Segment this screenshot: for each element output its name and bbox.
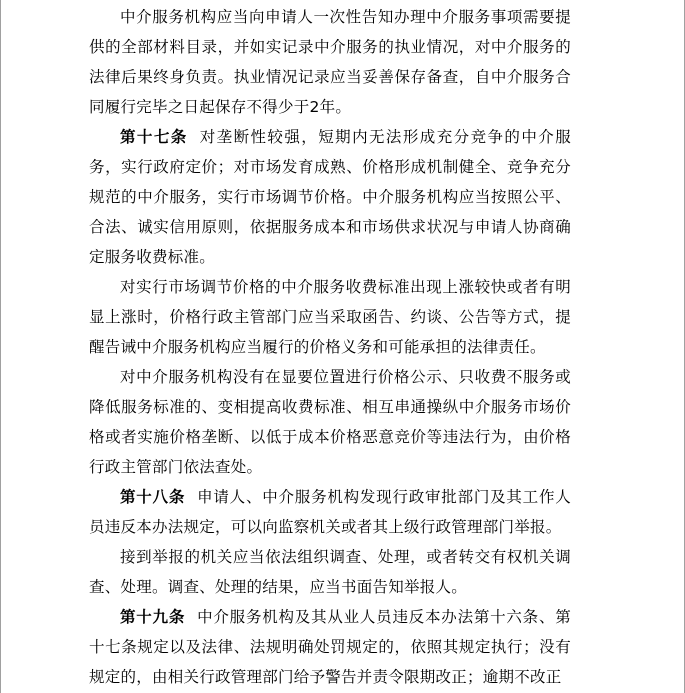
paragraph-6 — [89, 542, 571, 602]
paragraph-text: 中介服务机构及其从业人员违反本办法第十六条、第十七条规定以及法律、法规明确处罚规定的，依照其规定执行；没有规定的，由相关行政管理部门给予警告并责令限期改正；逾期不改正 — [89, 608, 571, 686]
paragraph-3 — [89, 272, 571, 362]
paragraph-text: 对实行市场调节价格的中介服务收费标准出现上涨较快或者有明显上涨时，价格行政主管部门应当采取函告、约谈、公告等方式，提醒告诫中介服务机构应当履行的价格义务和可能承担的法律责任。 — [89, 278, 571, 356]
article-number: 第十七条 — [120, 128, 188, 146]
paragraph-text: 接到举报的机关应当依法组织调查、处理，或者转交有权机关调查、处理。调查、处理的结果，应当书面告知举报人。 — [89, 548, 571, 596]
paragraph-1 — [89, 2, 571, 122]
paragraph-text: 对中介服务机构没有在显要位置进行价格公示、只收费不服务或降低服务标准的、变相提高收费标准、相互串通操纵中介服务市场价格或者实施价格垄断、以低于成本价格恶意竞价等违法行为，由价格行政主管部门依法查处。 — [89, 368, 571, 476]
article-number: 第十八条 — [120, 488, 186, 506]
paragraph-5 — [89, 482, 571, 542]
paragraph-2 — [89, 122, 571, 272]
article-number: 第十九条 — [120, 608, 186, 626]
paragraph-text: 申请人、中介服务机构发现行政审批部门及其工作人员违反本办法规定，可以向监察机关或者其上级行政管理部门举报。 — [89, 488, 571, 536]
paragraph-text: 中介服务机构应当向申请人一次性告知办理中介服务事项需要提供的全部材料目录，并如实记录中介服务的执业情况，对中介服务的法律后果终身负责。执业情况记录应当妥善保存备查，自中介服务合同履行完毕之日起保存不得少于2年。 — [89, 8, 571, 116]
paragraph-text: 对垄断性较强，短期内无法形成充分竞争的中介服务，实行政府定价；对市场发育成熟、价格形成机制健全、竞争充分规范的中介服务，实行市场调节价格。中介服务机构应当按照公平、合法、诚实信用原则，依据服务成本和市场供求状况与申请人协商确定服务收费标准。 — [89, 128, 571, 266]
paragraph-7 — [89, 602, 571, 692]
paragraph-4 — [89, 362, 571, 482]
document-body — [89, 2, 571, 692]
